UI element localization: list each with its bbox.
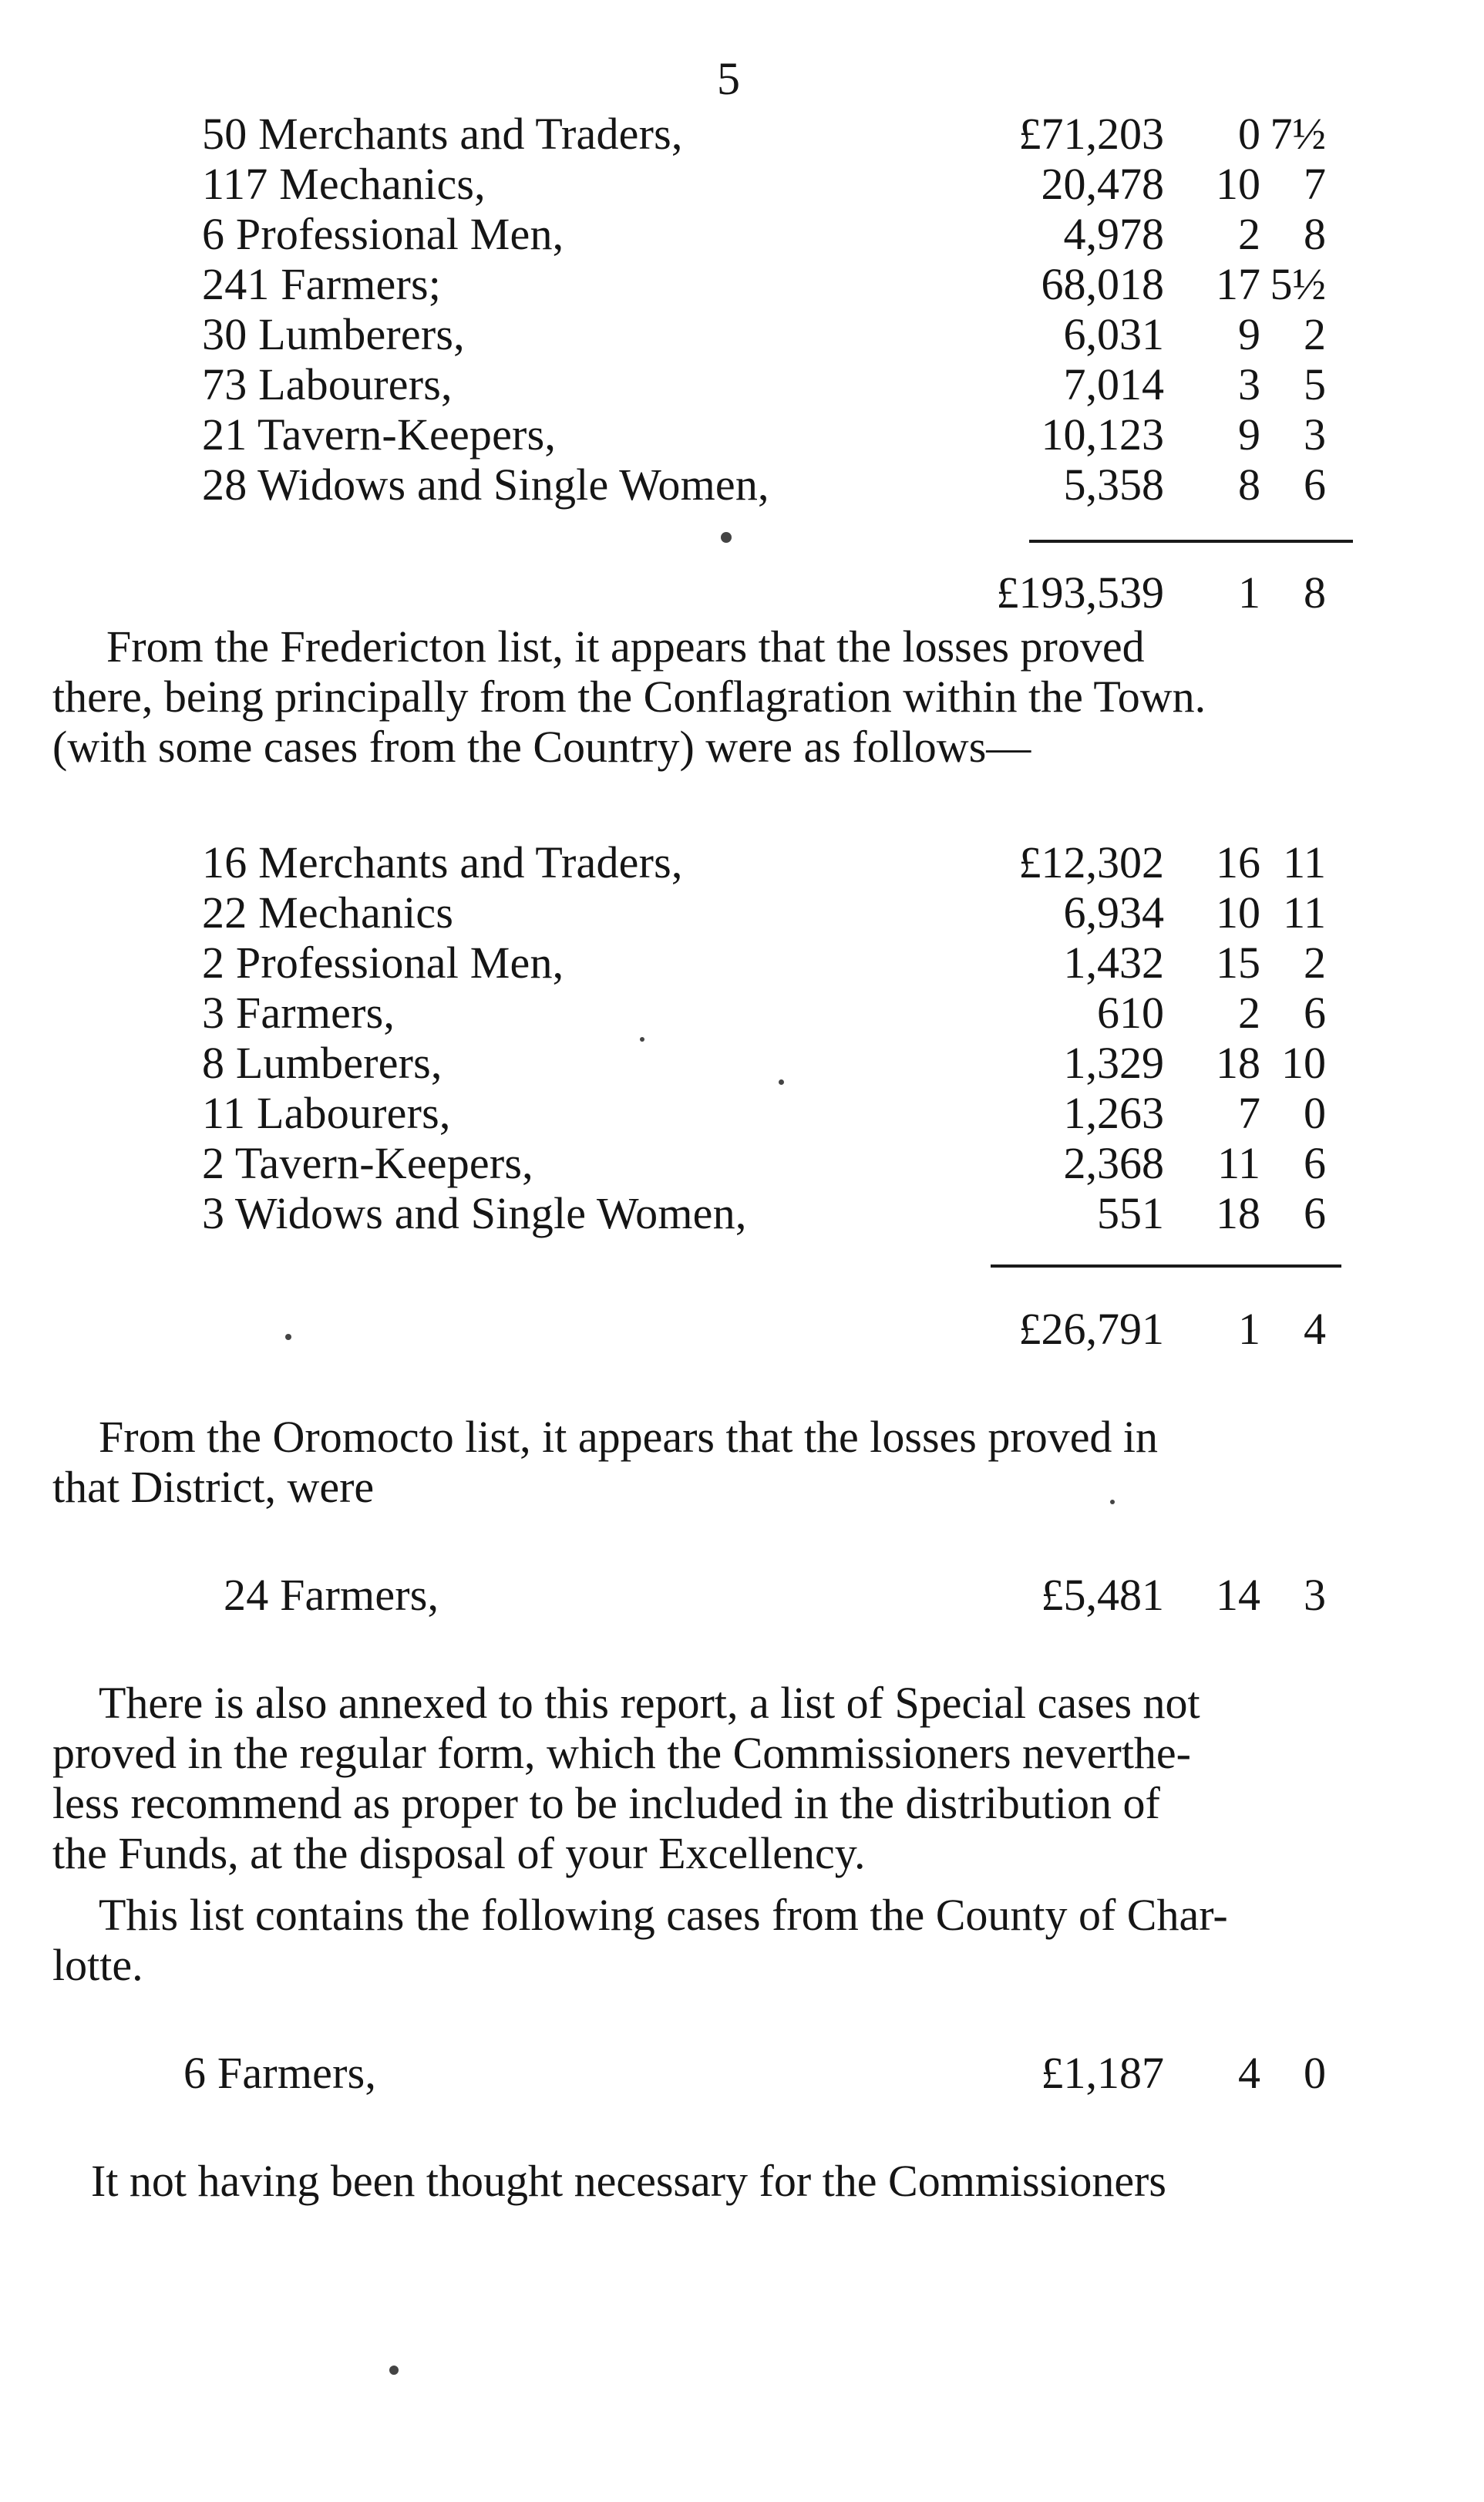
table1-row-label: 117 Mechanics,	[202, 159, 486, 209]
table2-row-pounds: 551	[1097, 1188, 1164, 1238]
paragraph-line: lotte.	[52, 1940, 143, 1990]
table1-row-label: 241 Farmers;	[202, 259, 442, 309]
scan-speck	[721, 532, 732, 543]
table1-total-pence: 8	[1304, 567, 1326, 618]
scan-speck	[285, 1334, 291, 1340]
table1-row-label: 28 Widows and Single Women,	[202, 460, 769, 510]
table1-row-pounds: £71,203	[1018, 109, 1164, 159]
table2-row-label: 2 Professional Men,	[202, 938, 564, 988]
table1-row-pence: 6	[1304, 460, 1326, 510]
page-number: 5	[717, 53, 740, 104]
scan-speck	[640, 1037, 644, 1042]
table2-row-shillings: 16	[1216, 837, 1260, 887]
table2-row-pounds: 2,368	[1063, 1138, 1164, 1188]
table2-row-label: 2 Tavern-Keepers,	[202, 1138, 533, 1188]
table2-row-shillings: 18	[1216, 1188, 1260, 1238]
table4-row-pence: 0	[1304, 2048, 1326, 2098]
table2-row-pence: 0	[1304, 1088, 1326, 1138]
table1-row-label: 21 Tavern-Keepers,	[202, 409, 557, 460]
table2-row-pounds: 1,432	[1063, 938, 1164, 988]
table1-row-shillings: 9	[1238, 409, 1260, 460]
table1-row-shillings: 3	[1238, 359, 1260, 409]
table1-row-pounds: 5,358	[1063, 460, 1164, 510]
table1-row-shillings: 2	[1238, 209, 1260, 259]
table2-total-shillings: 1	[1238, 1304, 1260, 1354]
scan-speck	[389, 2366, 399, 2375]
table3-row-shillings: 14	[1216, 1570, 1260, 1620]
paragraph-line: From the Fredericton list, it appears that the losses proved	[106, 621, 1145, 672]
table2-row-pence: 6	[1304, 988, 1326, 1038]
table4-row-pounds: £1,187	[1041, 2048, 1164, 2098]
table1-row-label: 73 Labourers,	[202, 359, 453, 409]
table2-row-pence: 11	[1283, 887, 1326, 938]
table2-row-label: 16 Merchants and Traders,	[202, 837, 683, 887]
paragraph-line: there, being principally from the Conflagration within the Town.	[52, 672, 1206, 722]
table2-row-pounds: 1,263	[1063, 1088, 1164, 1138]
table1-total-pounds: £193,539	[996, 567, 1164, 618]
table1-row-label: 6 Professional Men,	[202, 209, 564, 259]
table2-row-pounds: 1,329	[1063, 1038, 1164, 1088]
table1-row-shillings: 17	[1216, 259, 1260, 309]
table2-row-label: 11 Labourers,	[202, 1088, 451, 1138]
table1-row-pence: 7½	[1270, 109, 1326, 159]
table2-row-shillings: 15	[1216, 938, 1260, 988]
table1-row-label: 30 Lumberers,	[202, 309, 465, 359]
table1-row-shillings: 8	[1238, 460, 1260, 510]
table2-row-shillings: 10	[1216, 887, 1260, 938]
table1-total-rule	[1029, 540, 1353, 543]
table1-row-shillings: 0	[1238, 109, 1260, 159]
table2-row-label: 3 Farmers,	[202, 988, 395, 1038]
paragraph-line: proved in the regular form, which the Commissioners neverthe-	[52, 1728, 1191, 1778]
table2-row-pence: 2	[1304, 938, 1326, 988]
table1-row-pence: 7	[1304, 159, 1326, 209]
table3-row-pounds: £5,481	[1041, 1570, 1164, 1620]
table2-row-pence: 6	[1304, 1138, 1326, 1188]
scan-speck	[779, 1079, 784, 1085]
table3-row-pence: 3	[1304, 1570, 1326, 1620]
table1-row-pence: 5½	[1270, 259, 1326, 309]
table2-row-pounds: 6,934	[1063, 887, 1164, 938]
paragraph-line: There is also annexed to this report, a list of Special cases not	[99, 1678, 1200, 1728]
paragraph-line: that District, were	[52, 1462, 375, 1512]
table1-row-pounds: 7,014	[1063, 359, 1164, 409]
table1-row-pence: 8	[1304, 209, 1326, 259]
table2-row-pounds: £12,302	[1018, 837, 1164, 887]
table1-row-pounds: 68,018	[1041, 259, 1164, 309]
table2-total-rule	[991, 1264, 1341, 1268]
table2-total-pence: 4	[1304, 1304, 1326, 1354]
table1-row-pounds: 10,123	[1041, 409, 1164, 460]
table1-row-pounds: 20,478	[1041, 159, 1164, 209]
table4-row-shillings: 4	[1238, 2048, 1260, 2098]
paragraph-line: less recommend as proper to be included in the distribution of	[52, 1778, 1160, 1828]
table2-row-pence: 10	[1281, 1038, 1326, 1088]
table2-row-shillings: 18	[1216, 1038, 1260, 1088]
table2-row-pence: 6	[1304, 1188, 1326, 1238]
table2-row-shillings: 7	[1238, 1088, 1260, 1138]
paragraph-line: From the Oromocto list, it appears that the losses proved in	[99, 1412, 1159, 1462]
paragraph-line: It not having been thought necessary for the Commissioners	[91, 2156, 1166, 2206]
table4-row-label: 6 Farmers,	[183, 2048, 377, 2098]
table1-row-pence: 2	[1304, 309, 1326, 359]
table2-row-pounds: 610	[1097, 988, 1164, 1038]
table2-row-label: 3 Widows and Single Women,	[202, 1188, 747, 1238]
table1-row-pounds: 6,031	[1063, 309, 1164, 359]
table3-row-label: 24 Farmers,	[224, 1570, 439, 1620]
table1-row-pence: 5	[1304, 359, 1326, 409]
table2-total-pounds: £26,791	[1018, 1304, 1164, 1354]
table1-row-shillings: 10	[1216, 159, 1260, 209]
table2-row-pence: 11	[1283, 837, 1326, 887]
table1-row-shillings: 9	[1238, 309, 1260, 359]
paragraph-line: (with some cases from the Country) were as follows—	[52, 722, 1031, 772]
table1-row-label: 50 Merchants and Traders,	[202, 109, 683, 159]
table1-row-pounds: 4,978	[1063, 209, 1164, 259]
table2-row-label: 8 Lumberers,	[202, 1038, 443, 1088]
scan-speck	[1110, 1500, 1115, 1504]
table2-row-shillings: 11	[1217, 1138, 1260, 1188]
table1-total-shillings: 1	[1238, 567, 1260, 618]
paragraph-line: the Funds, at the disposal of your Excellency.	[52, 1828, 866, 1878]
table2-row-shillings: 2	[1238, 988, 1260, 1038]
paragraph-line: This list contains the following cases from the County of Char-	[99, 1890, 1228, 1940]
table2-row-label: 22 Mechanics	[202, 887, 454, 938]
table1-row-pence: 3	[1304, 409, 1326, 460]
